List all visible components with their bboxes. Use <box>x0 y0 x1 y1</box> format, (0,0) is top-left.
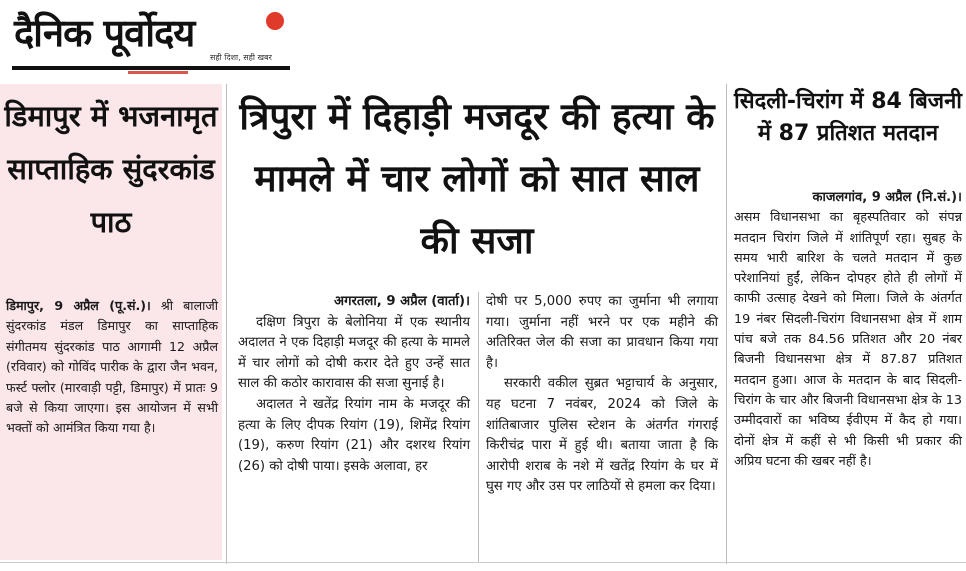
masthead <box>8 2 288 74</box>
left-article-text: श्री बालाजी सुंदरकांड मंडल डिमापुर का साप्ताहिक संगीतमय सुंदरकांड पाठ आगामी 12 अप्रैल (रविवार) को गोविंद पारीक के द्वारा जैन भवन, फर्स्ट फ्लोर (मारवाड़ी पट्टी, डिमापुर) में प्रातः 9 बजे से किया जाएगा। इस आयोजन में सभी भक्तों को आमंत्रित किया गया है। <box>6 298 218 436</box>
masthead-rule <box>12 66 290 70</box>
main-article-dateline: अगरतला, 9 अप्रैल (वार्ता)। <box>334 294 470 309</box>
column-divider <box>226 84 227 564</box>
left-article-body <box>6 296 218 439</box>
column-divider <box>478 292 479 562</box>
newspaper-tagline: सही दिशा, सही खबर <box>210 53 272 62</box>
main-article-column-2 <box>486 292 718 498</box>
left-article-headline: डिमापुर में भजनामृत साप्ताहिक सुंदरकांड पाठ <box>4 99 218 239</box>
newspaper-title: दैनिक पूर्वोदय <box>14 11 195 55</box>
main-article-paragraph: दोषी पर 5,000 रुपए का जुर्माना भी लगाया गया। जुर्माना नहीं भरने पर एक महीने की अतिरिक्त जेल की सजा का प्रावधान किया गया है। <box>486 294 718 371</box>
main-article-paragraph: अदालत ने खतेंद्र रियांग नाम के मजदूर की हत्या के लिए दीपक रियांग (19), शिमेंद्र रियांग (19), करुण रियांग (21) और दशरथ रियांग (26) को दोषी पाया। इसके अलावा, हर <box>238 396 470 474</box>
right-article-dateline: काजलगांव, 9 अप्रैल (नि.सं.)। <box>812 190 962 205</box>
page-bottom-rule <box>0 562 966 563</box>
column-divider <box>726 84 727 564</box>
main-article-headline: त्रिपुरा में दिहाड़ी मजदूर की हत्या के मामले में चार लोगों को सात साल की सजा <box>239 95 715 262</box>
main-article-paragraph: सरकारी वकील सुब्रत भट्टाचार्य के अनुसार, यह घटना 7 नवंबर, 2024 को जिले के शांतिबाजार पुलिस स्टेशन के अंतर्गत गंगराई किरीचंद्र पारा में हुई थी। बताया जाता है कि आरोपी शराब के नशे में खतेंद्र रियांग के घर में घुस गए और उस पर लाठियों से हमला कर दिया। <box>486 376 718 495</box>
right-article-body <box>734 188 962 472</box>
right-article-headline: सिदली-चिरांग में 84 बिजनी में 87 प्रतिशत मतदान <box>734 89 962 146</box>
right-article-text: असम विधानसभा का बृहस्पतिवार को संपन्न मतदान चिरांग जिले में शांतिपूर्ण रहा। सुबह के समय भारी बारिश के चलते मतदान में कुछ परेशानियां हुईं, लेकिन दोपहर होते ही लोगों में काफी उत्साह देखने को मिला। जिले के अंतर्गत 19 नंबर सिदली-चिरांग विधानसभा क्षेत्र में शाम पांच बजे तक 84.56 प्रतिशत और 20 नंबर बिजनी विधानसभा क्षेत्र में 87.87 प्रतिशत मतदान हुआ। आज के मतदान के बाद सिदली-चिरांग के चार और बिजनी विधानसभा क्षेत्र के 13 उम्मीदवारों का भविष्य ईवीएम में कैद हो गया। दोनों क्षेत्र में कहीं से भी किसी भी प्रकार की अप्रिय घटना की खबर नहीं है। <box>734 210 962 469</box>
main-article-column-1 <box>238 292 470 477</box>
masthead-accent <box>128 71 188 74</box>
logo-dot-icon <box>266 12 284 30</box>
left-article <box>0 84 222 560</box>
left-article-dateline: डिमापुर, 9 अप्रैल (पू.सं.)। <box>6 298 151 313</box>
main-article-paragraph: दक्षिण त्रिपुरा के बेलोनिया में एक स्थानीय अदालत ने एक दिहाड़ी मजदूर की हत्या के मामले में चार लोगों को दोषी करार देते हुए उन्हें सात साल की कठोर कारावास की सजा सुनाई है। <box>238 314 470 392</box>
